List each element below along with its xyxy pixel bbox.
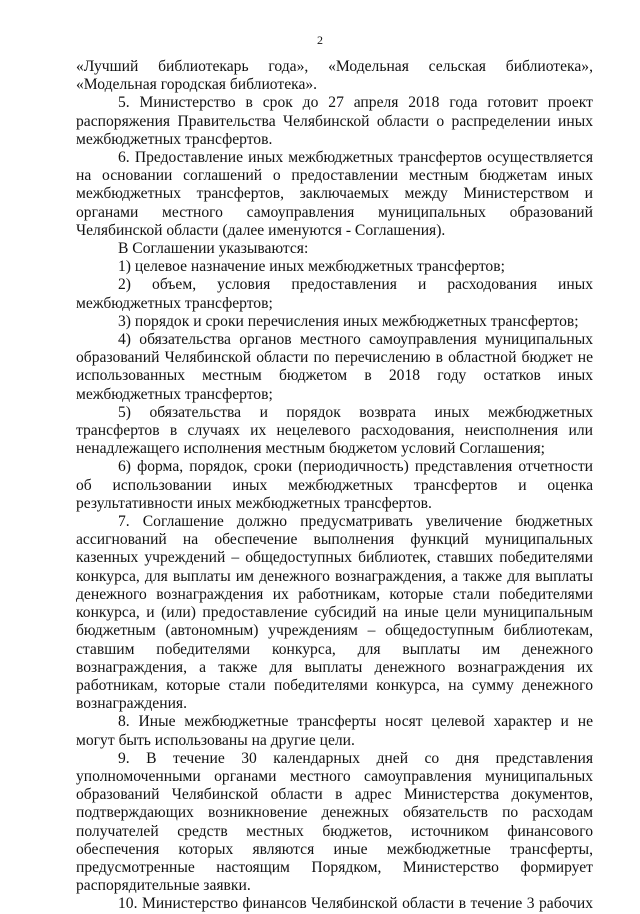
paragraph: 1) целевое назначение иных межбюджетных трансфертов; bbox=[118, 258, 505, 276]
paragraph: 3) порядок и сроки перечисления иных межбюджетных трансфертов; bbox=[118, 312, 579, 330]
paragraph: 5. Министерство в срок до 27 апреля 2018 года готовит проект распоряжения Правительства Челябинской области о распределении иных межбюджетных трансфертов. bbox=[76, 94, 593, 148]
paragraph: 2) объем, условия предоставления и расходования иных межбюджетных трансфертов; bbox=[76, 276, 593, 312]
paragraph: В Соглашении указываются: bbox=[118, 240, 309, 258]
paragraph: 4) обязательства органов местного самоуправления муниципальных образований Челябинской области по перечислению в областной бюджет не использованных местным бюджетом в 2018 году остатков иных межбюджетных трансфертов; bbox=[76, 331, 593, 403]
paragraph: «Лучший библиотекарь года», «Модельная сельская библиотека», «Модельная городская библиотека». bbox=[76, 58, 593, 94]
paragraph: 10. Министерство финансов Челябинской области в течение 3 рабочих bbox=[118, 895, 593, 913]
paragraph: 6. Предоставление иных межбюджетных трансфертов осуществляется на основании соглашений о предоставлении местным бюджетам иных межбюджетных трансфертов, заключаемых между Министерством и органами местного самоуправления муниципальных образований Челябинской области (далее именуются - Соглашения). bbox=[76, 149, 593, 239]
paragraph: 9. В течение 30 календарных дней со дня представления уполномоченными органами местного самоуправления муниципальных образований Челябинской области в адрес Министерства документов, подтверждающих возникновение денежных обязательств по расходам получателей средств местных бюджетов, источником финансового обеспечения которых являются иные межбюджетные трансферты, предусмотренные настоящим Порядком, Министерство формирует распорядительные заявки. bbox=[76, 749, 593, 895]
page-number: 2 bbox=[317, 33, 323, 47]
paragraph: 7. Соглашение должно предусматривать увеличение бюджетных ассигнований на обеспечение выполнения функций муниципальных казенных учреждений – общедоступных библиотек, ставших победителями конкурса, для выплаты им денежного вознаграждения, а также для выплаты денежного вознаграждения их работникам, которые стали победителями конкурса, и (или) предоставление субсидий на иные цели муниципальным бюджетным (автономным) учреждениям – общедоступным библиотекам, ставшим победителями конкурса, для выплаты им денежного вознаграждения, а также для выплаты денежного вознаграждения их работникам, которые стали победителями конкурса, на сумму денежного вознаграждения. bbox=[76, 513, 593, 713]
paragraph: 8. Иные межбюджетные трансферты носят целевой характер и не могут быть использованы на другие цели. bbox=[76, 713, 593, 749]
document-body bbox=[76, 58, 593, 914]
paragraph: 6) форма, порядок, сроки (периодичность) представления отчетности об использовании иных межбюджетных трансфертов и оценка результативности иных межбюджетных трансфертов. bbox=[76, 458, 593, 512]
paragraph: 5) обязательства и порядок возврата иных межбюджетных трансфертов в случаях их нецелевого расходования, неисполнения или ненадлежащего исполнения местным бюджетом условий Соглашения; bbox=[76, 403, 593, 458]
